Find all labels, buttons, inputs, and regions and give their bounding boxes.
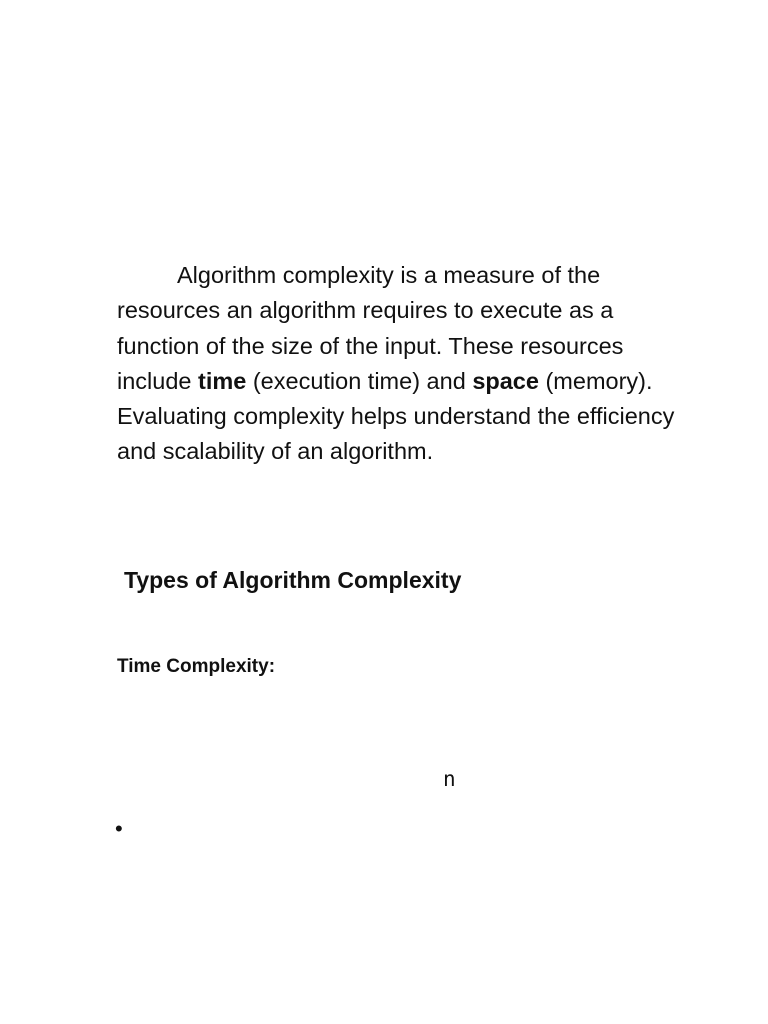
intro-text-1: Algorithm complexity is a measure of the resources an algorithm requires to execute as a function of the size of the input. These resources include (117, 262, 624, 394)
sub-heading-time-complexity: Time Complexity: (117, 656, 276, 677)
intro-text-2: (execution time) and (246, 367, 473, 394)
bullet-marker: • (115, 816, 123, 841)
intro-bold-time: time (198, 367, 247, 394)
intro-bold-space: space (472, 367, 539, 394)
intro-paragraph (117, 258, 677, 470)
section-heading: Types of Algorithm Complexity (124, 567, 462, 593)
formula-variable: n (443, 767, 456, 791)
intro-text-3: (memory). Evaluating complexity helps understand the efficiency and scalability of an algorithm. (117, 367, 675, 465)
